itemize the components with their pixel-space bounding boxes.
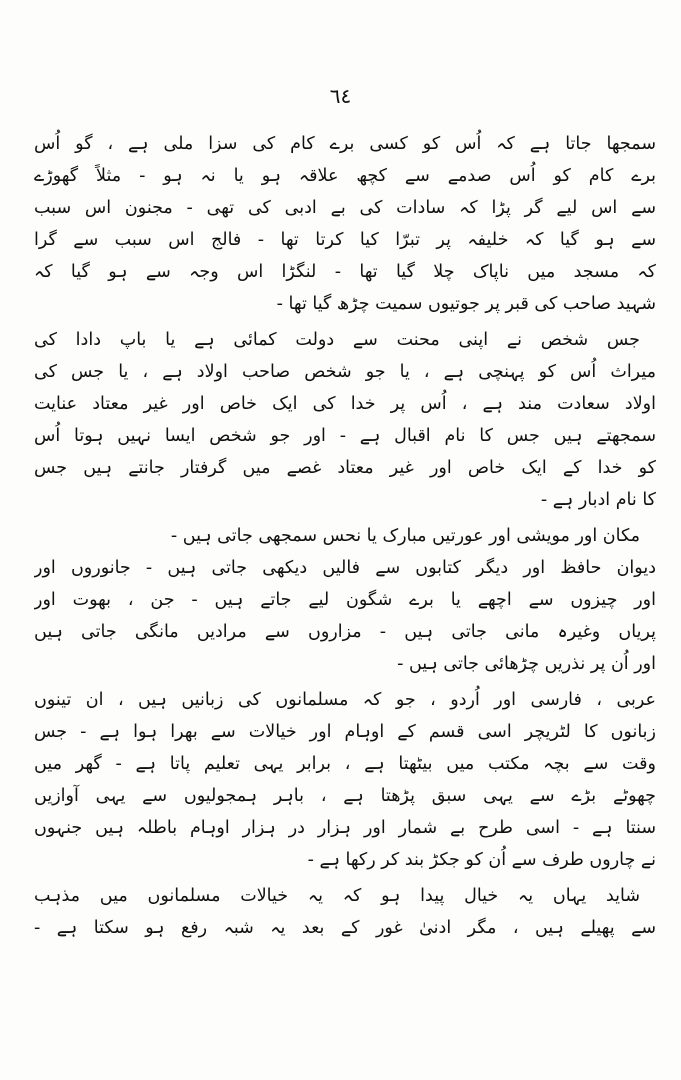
body-text bbox=[34, 128, 656, 944]
text-line: برے کام کو اُس صدمے سے کچھ علاقہ ہو یا نہ ہو - مثلاً گھوڑے bbox=[34, 166, 656, 186]
text-line: دیوان حافظ اور دیگر کتابوں سے فالیں دیکھی جاتی ہیں - جانوروں اور bbox=[34, 558, 656, 578]
paragraph-first-line: شاید یہاں یہ خیال پیدا ہو کہ یہ خیالات مسلمانوں میں مذہب bbox=[34, 886, 640, 906]
text-line: وقت سے بچہ مکتب میں بیٹھتا ہے ، برابر یہی تعلیم پاتا ہے - گھر میں bbox=[34, 754, 656, 774]
text-line: نے چاروں طرف سے اُن کو جکڑ بند کر رکھا ہے - bbox=[307, 850, 656, 870]
text-line: کا نام ادبار ہے - bbox=[540, 490, 656, 510]
text-line: سے ہو گیا کہ خلیفہ پر تبرّا کیا کرتا تھا - فالج اس سبب سے گرا bbox=[34, 230, 656, 250]
paragraph-first-line: جس شخص نے اپنی محنت سے دولت کمائی ہے یا باپ دادا کی bbox=[34, 330, 640, 350]
text-line: شہید صاحب کی قبر پر جوتیوں سمیت چڑھ گیا تھا - bbox=[276, 294, 656, 314]
text-line: سمجھتے ہیں جس کا نام اقبال ہے - اور جو شخص ایسا نہیں ہوتا اُس bbox=[34, 426, 656, 446]
text-line: کو خدا کے ایک خاص اور غیر معتاد غصے میں گرفتار جانتے ہیں جس bbox=[34, 458, 656, 478]
text-line: سنتا ہے - اسی طرح بے شمار اور ہزار در ہزار اوہام باطلہ ہیں جنہوں bbox=[34, 818, 656, 838]
paragraph-first-line: عربی ، فارسی اور اُردو ، جو کہ مسلمانوں کی زبانیں ہیں ، ان تینوں bbox=[34, 690, 656, 710]
text-line: سے پھیلے ہیں ، مگر ادنیٰ غور کے بعد یہ شبہ رفع ہو سکتا ہے - bbox=[34, 918, 656, 938]
text-line: زبانوں کا لٹریچر اسی قسم کے اوہام اور خیالات سے بھرا ہوا ہے - جس bbox=[34, 722, 656, 742]
text-line: کہ مسجد میں ناپاک چلا گیا تھا - لنگڑا اس وجہ سے ہو گیا کہ bbox=[34, 262, 656, 282]
text-line: پریاں وغیرہ مانی جاتی ہیں - مزاروں سے مرادیں مانگی جاتی ہیں bbox=[34, 622, 656, 642]
text-line: اور اُن پر نذریں چڑھائی جاتی ہیں - bbox=[397, 654, 656, 674]
text-line: سے اس لیے گر پڑا کہ سادات کی بے ادبی کی تھی - مجنون اس سبب bbox=[34, 198, 656, 218]
text-line: چھوٹے بڑے سے یہی سبق پڑھتا ہے ، باہر ہمجولیوں سے یہی آوازیں bbox=[34, 786, 656, 806]
paragraph-first-line: مکان اور مویشی اور عورتیں مبارک یا نحس سمجھی جاتی ہیں - bbox=[170, 526, 640, 546]
text-line: سمجھا جاتا ہے کہ اُس کو کسی برے کام کی سزا ملی ہے ، گو اُس bbox=[34, 134, 656, 154]
text-line: اور چیزوں سے اچھے یا برے شگون لیے جاتے ہیں - جن ، بھوت اور bbox=[34, 590, 656, 610]
text-line: میراث اُس کو پہنچی ہے ، یا جو شخص صاحب اولاد ہے ، یا جس کی bbox=[34, 362, 656, 382]
page-number: ٦٤ bbox=[329, 84, 352, 108]
text-line: اولاد سعادت مند ہے ، اُس پر خدا کی ایک خاص اور غیر معتاد عنایت bbox=[34, 394, 656, 414]
